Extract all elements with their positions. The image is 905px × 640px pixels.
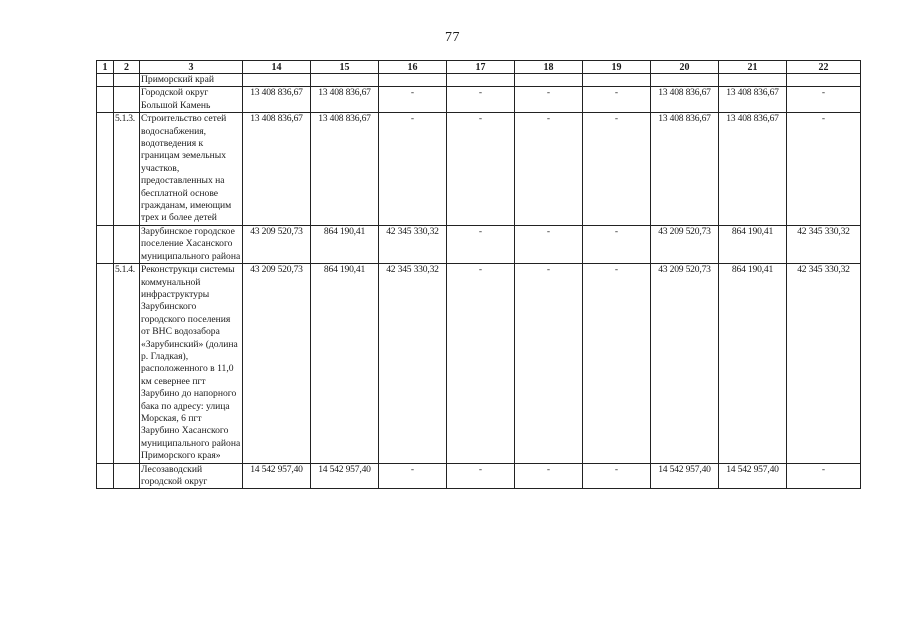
- amount-cell: -: [515, 87, 583, 113]
- amount-cell: 864 190,41: [719, 264, 787, 464]
- table-cell: [97, 264, 114, 464]
- amount-cell: -: [787, 87, 861, 113]
- amount-cell: -: [447, 264, 515, 464]
- amount-cell: [379, 74, 447, 87]
- table-row: [97, 87, 861, 113]
- table-row: [97, 225, 861, 263]
- amount-cell: -: [379, 463, 447, 489]
- budget-table: [96, 60, 861, 489]
- table-row: [97, 113, 861, 226]
- amount-cell: 43 209 520,73: [651, 225, 719, 263]
- table-row: [97, 74, 861, 87]
- item-name: Зарубинское городское поселение Хасанского муниципального района: [140, 225, 243, 263]
- column-header: 2: [114, 61, 140, 74]
- item-name: Городской округ Большой Камень: [140, 87, 243, 113]
- page-number: 77: [445, 30, 460, 45]
- amount-cell: 13 408 836,67: [719, 87, 787, 113]
- amount-cell: [787, 74, 861, 87]
- table-row: [97, 264, 861, 464]
- amount-cell: 14 542 957,40: [311, 463, 379, 489]
- table-cell: [97, 113, 114, 226]
- amount-cell: [719, 74, 787, 87]
- item-name: Приморский край: [140, 74, 243, 87]
- amount-cell: 13 408 836,67: [719, 113, 787, 226]
- amount-cell: 42 345 330,32: [379, 264, 447, 464]
- amount-cell: 13 408 836,67: [243, 113, 311, 226]
- column-header: 19: [583, 61, 651, 74]
- amount-cell: -: [379, 87, 447, 113]
- amount-cell: -: [379, 113, 447, 226]
- amount-cell: -: [447, 463, 515, 489]
- item-name: Строительство сетей водоснабжения, водотведения к границам земельных участков, предоставленных на бесплатной основе гражданам, имеющим трех и более детей: [140, 113, 243, 226]
- amount-cell: -: [583, 264, 651, 464]
- amount-cell: 43 209 520,73: [651, 264, 719, 464]
- amount-cell: 13 408 836,67: [651, 87, 719, 113]
- amount-cell: -: [515, 113, 583, 226]
- column-header: 18: [515, 61, 583, 74]
- amount-cell: -: [583, 113, 651, 226]
- amount-cell: -: [583, 87, 651, 113]
- item-code: 5.1.3.: [114, 113, 140, 226]
- amount-cell: [243, 74, 311, 87]
- column-header: 22: [787, 61, 861, 74]
- amount-cell: 864 190,41: [311, 264, 379, 464]
- amount-cell: [583, 74, 651, 87]
- amount-cell: [311, 74, 379, 87]
- amount-cell: 13 408 836,67: [243, 87, 311, 113]
- amount-cell: 14 542 957,40: [651, 463, 719, 489]
- amount-cell: 13 408 836,67: [311, 113, 379, 226]
- item-code: [114, 463, 140, 489]
- table-row: [97, 463, 861, 489]
- amount-cell: 13 408 836,67: [651, 113, 719, 226]
- column-header: 21: [719, 61, 787, 74]
- amount-cell: -: [447, 113, 515, 226]
- amount-cell: [447, 74, 515, 87]
- amount-cell: -: [447, 225, 515, 263]
- column-header: 16: [379, 61, 447, 74]
- amount-cell: -: [515, 463, 583, 489]
- amount-cell: -: [515, 225, 583, 263]
- column-header: 1: [97, 61, 114, 74]
- amount-cell: 42 345 330,32: [379, 225, 447, 263]
- amount-cell: 43 209 520,73: [243, 225, 311, 263]
- amount-cell: 864 190,41: [311, 225, 379, 263]
- column-header: 17: [447, 61, 515, 74]
- table-cell: [97, 87, 114, 113]
- column-header: 20: [651, 61, 719, 74]
- amount-cell: [515, 74, 583, 87]
- table-cell: [97, 463, 114, 489]
- amount-cell: 42 345 330,32: [787, 225, 861, 263]
- item-name: Лесозаводский городской округ: [140, 463, 243, 489]
- amount-cell: 14 542 957,40: [719, 463, 787, 489]
- table-cell: [97, 74, 114, 87]
- amount-cell: 43 209 520,73: [243, 264, 311, 464]
- amount-cell: -: [447, 87, 515, 113]
- amount-cell: -: [583, 463, 651, 489]
- amount-cell: 42 345 330,32: [787, 264, 861, 464]
- column-header: 15: [311, 61, 379, 74]
- item-name: Реконструкци системы коммунальной инфраструктуры Зарубинского городского поселения от ВНС водозабора «Зарубинский» (долина р. Гладкая), расположенного в 11,0 км севернее пгт Зарубино до напорного бака по адресу: улица Морская, 6 пгт Зарубино Хасанского муниципального района Приморского края»: [140, 264, 243, 464]
- amount-cell: 864 190,41: [719, 225, 787, 263]
- item-code: [114, 74, 140, 87]
- column-number-row: [97, 61, 861, 74]
- amount-cell: -: [583, 225, 651, 263]
- amount-cell: 14 542 957,40: [243, 463, 311, 489]
- amount-cell: 13 408 836,67: [311, 87, 379, 113]
- amount-cell: -: [515, 264, 583, 464]
- column-header: 14: [243, 61, 311, 74]
- item-code: [114, 87, 140, 113]
- amount-cell: [651, 74, 719, 87]
- item-code: 5.1.4.: [114, 264, 140, 464]
- amount-cell: -: [787, 463, 861, 489]
- column-header: 3: [140, 61, 243, 74]
- amount-cell: -: [787, 113, 861, 226]
- table-cell: [97, 225, 114, 263]
- item-code: [114, 225, 140, 263]
